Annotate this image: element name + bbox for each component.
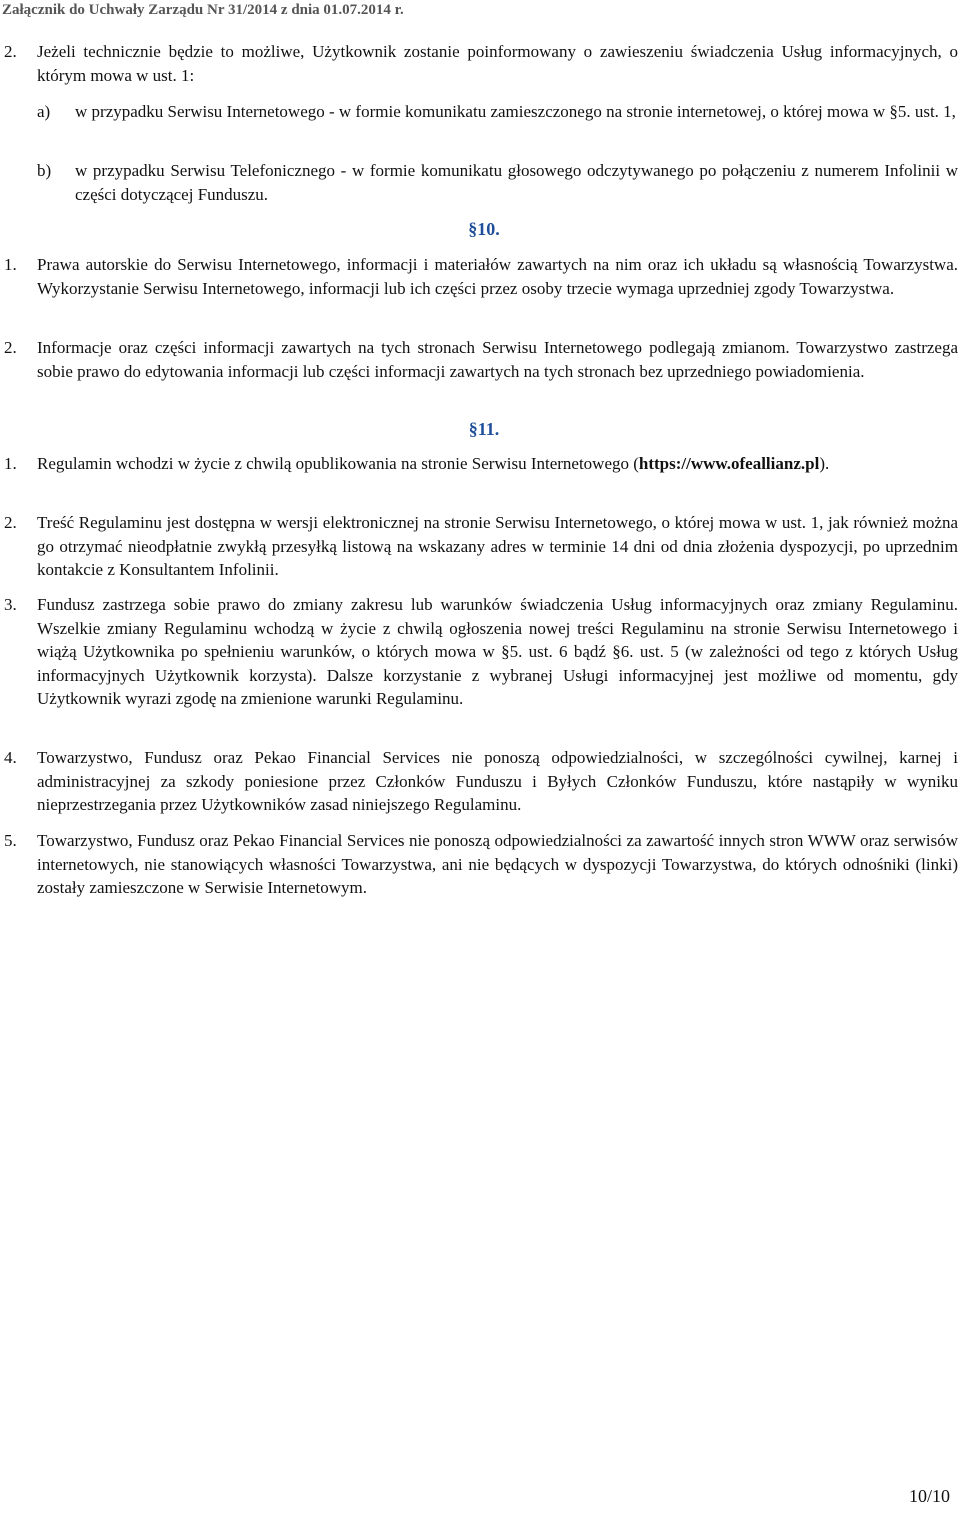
item-text: Towarzystwo, Fundusz oraz Pekao Financial Services nie ponoszą odpowiedzialności za zawartość innych stron WWW oraz serwisów internetowych, nie stanowiących własności Towarzystwa, ani nie będących w dyspozycji Towarzystwa, do których odnośniki (linki) zostały zamieszczone w Serwisie Internetowym. [37,831,958,898]
section-9-sub-b [4,159,958,206]
sub-item-letter: a) [37,102,51,121]
item-number: 2. [4,42,17,61]
item-text: Informacje oraz części informacji zawartych na tych stronach Serwisu Internetowego podlegają zmianom. Towarzystwo zastrzega sobie prawo do edytowania informacji lub części informacji zawartych na tych stronach bez uprzedniego powiadomienia. [37,338,958,381]
item-text: Prawa autorskie do Serwisu Internetowego, informacji i materiałów zawartych na nim oraz ich układu są własnością Towarzystwa. Wykorzystanie Serwisu Internetowego, informacji lub ich części przez osoby trzecie wymaga uprzedniej zgody Towarzystwa. [37,255,958,298]
section-9-sub-a [4,100,958,124]
item-text: Treść Regulaminu jest dostępna w wersji elektronicznej na stronie Serwisu Internetowego, o której mowa w ust. 1, jak również można go otrzymać nieodpłatnie zwykłą przesyłką listową na wskazany adres w terminie 14 dni od dnia złożenia dyspozycji, po uprzednim kontakcie z Konsultantem Infolinii. [37,513,958,580]
item-text: Fundusz zastrzega sobie prawo do zmiany zakresu lub warunków świadczenia Usług informacyjnych oraz zmiany Regulaminu. Wszelkie zmiany Regulaminu wchodzą w życie z chwilą ogłoszenia nowej treści Regulaminu na stronie Serwisu Internetowego i wiążą Użytkownika po spełnieniu warunków, o których mowa w §5. ust. 6 bądź §6. ust. 5 (w zależności od tego z których Usług informacyjnych Użytkownik korzysta). Dalsze korzystanie z wybranej Usługi informacyjnej jest możliwe od momentu, gdy Użytkownik wyrazi zgodę na zmienione warunki Regulaminu. [37,595,958,709]
sub-item-text: w przypadku Serwisu Internetowego - w formie komunikatu zamieszczonego na stronie internetowej, o której mowa w §5. ust. 1, [75,102,956,121]
item-number: 2. [4,338,17,357]
item-text-end: ). [819,454,830,473]
page-number: 10/10 [908,1486,950,1506]
section-10-item-1 [4,253,958,300]
website-url: https://www.ofeallianz.pl [638,454,820,473]
item-number: 1. [4,454,17,473]
item-number: 3. [4,595,17,614]
item-text: Jeżeli technicznie będzie to możliwe, Użytkownik zostanie poinformowany o zawieszeniu świadczenia Usług informacyjnych, o którym mowa w ust. 1: [37,42,958,85]
item-number: 2. [4,513,17,532]
section-9-item-2 [4,40,958,87]
sub-item-letter: b) [37,161,52,180]
section-10-item-2 [4,336,958,383]
item-text [37,452,958,476]
item-number: 4. [4,748,17,767]
section-11-item-5 [4,829,958,900]
sub-item-text: w przypadku Serwisu Telefonicznego - w formie komunikatu głosowego odczytywanego po połączeniu z numerem Infolinii w części dotyczącej Funduszu. [75,161,958,204]
section-11-title: §11. [468,419,500,439]
section-11-item-3 [4,593,958,711]
item-number: 1. [4,255,17,274]
section-11-item-4 [4,746,958,817]
item-number: 5. [4,831,17,850]
section-11-item-1 [4,452,958,476]
page-header: Załącznik do Uchwały Zarządu Nr 31/2014 z dnia 01.07.2014 r. [2,2,404,18]
section-10-title: §10. [468,219,500,239]
item-text-start: Regulamin wchodzi w życie z chwilą opublikowania na stronie Serwisu Internetowego ( [37,454,639,473]
item-text: Towarzystwo, Fundusz oraz Pekao Financial Services nie ponoszą odpowiedzialności, w szczególności cywilnej, karnej i administracyjnej za szkody poniesione przez Członków Funduszu i Byłych Członków Funduszu, które nastąpiły w wyniku nieprzestrzegania przez Użytkowników zasad niniejszego Regulaminu. [37,748,958,815]
section-11-item-2 [4,511,958,582]
